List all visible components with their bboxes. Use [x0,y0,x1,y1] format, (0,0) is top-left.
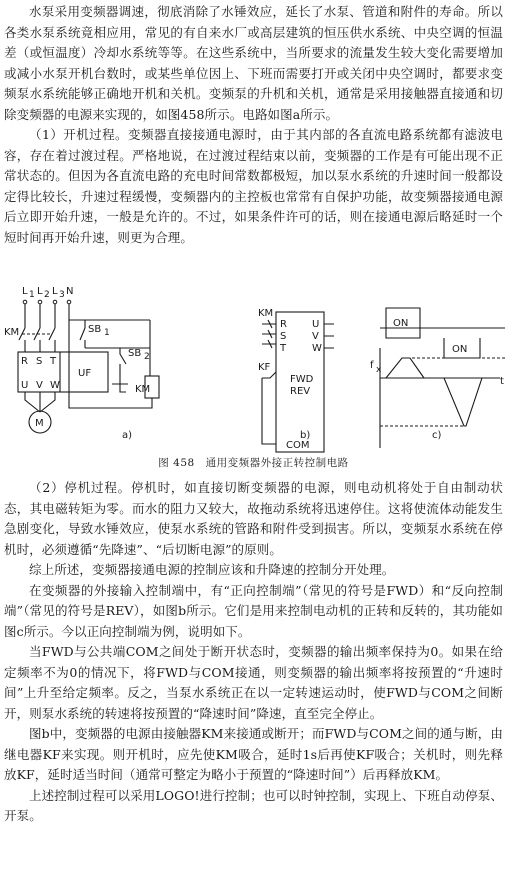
label-ON-1: ON [393,318,409,329]
supply-lines [25,300,69,328]
sb2-contact [120,348,126,370]
terminal-L2 [38,300,42,304]
diagram-b [258,308,334,452]
label-T: T [50,356,57,367]
label-SB1: SB [88,324,102,335]
sub-a: a) [122,430,133,441]
paragraph-fwd-com: 当FWD与公共端COM之间处于断开状态时，变频器的输出频率保持为0。如果在给定频率不为0的情况下，将FWD与COM接通，则变频器的输出频率将按预置的“升速时间”上升至给定频率。反之，当泵水系统正在以一定转速运动时，使FWD与COM之间断开，则泵水系统的转速将按预置的“降速时间”降速，直至完全停止。 [4,644,503,721]
label-KM-coil: KM [135,384,151,395]
figure-458 [0,280,507,470]
paragraph-shutdown: （2）停机过程。停机时，如直接切断变频器的电源，则电动机将处于自由制动状态，其电磁转矩为零。而水的阻力又较大，故拖动系统将迅速停住。这将使流体动能发生急剧变化，导致水锤效应，使泵水系统的管路和附件受到损害。所以，变频泵水系统在停机时，必须遵循“先降速”、“后切断电源”的原则。 [4,480,503,557]
paragraph-figure-b: 图b中，变频器的电源由接触器KM来接通或断开；而FWD与COM之间的通与断，由继电器KF来实现。则开机时，应先使KM吸合，延时1s后再使KF吸合；关机时，则先释放KF，延时适当时间（通常可整定为略小于预置的“降速时间”）后再释放KM。 [4,726,503,782]
sub-c: c) [432,430,442,441]
diagram-c [370,308,505,448]
label-T-b: T [280,343,287,354]
label-V-b: V [312,331,319,342]
motor-leads [25,392,55,412]
label-S-b: S [280,331,287,342]
label-COM: COM [286,440,310,451]
label-S: S [36,356,43,367]
figure-caption: 图 458 通用变频器外接正转控制电路 [158,457,349,469]
label-N: N [66,286,74,297]
label-t: t [500,376,504,387]
kf-contact [262,372,276,444]
vfd-output-lines [324,324,334,348]
label-KF: KF [258,362,271,373]
km-main-contacts [19,328,55,352]
label-L2-sub: 2 [44,290,50,300]
paragraph-intro: 水泵采用变频器调速，彻底消除了水锤效应，延长了水泵、管道和附件的寿命。所以各类水泵系统竟相应用，常见的有自来水厂或高层建筑的恒压供水系统、中央空调的恒温差（或恒温度）冷却水系统等等。在这些系统中，当所要求的流量发生较大变化需要增加或减小水泵开机台数时，或某些单位因上、下班而需要打开或关闭中央空调时，都要求变频泵水系统能够正确地开机和关机。变频泵的升机和关机，通常是采用接触器直接通和切除变频器的电源来实现的，如图458所示。电路如图a所示。 [4,4,503,122]
label-U: U [21,380,29,391]
km-hold-contact [112,370,128,392]
label-R: R [21,356,28,367]
circuit-figure [0,280,507,460]
label-U-b: U [312,319,320,330]
label-UF: UF [78,368,92,379]
label-ON-2: ON [452,344,468,355]
paragraph-control-terminals: 在变频器的外接输入控制端中，有“正向控制端”（常见的符号是FWD）和“反向控制端”（常见的符号是REV），如图b所示。它们是用来控制电动机的正转和反转的，其功能如图c所示。今以正向控制端为例，说明如下。 [4,582,503,639]
forward-ramp [386,358,424,378]
label-SB2: SB [128,348,142,359]
label-FWD: FWD [290,374,314,385]
paragraph-summary: 综上所述，变频器接通电源的控制应该和升降速的控制分开处理。 [29,562,395,577]
label-L1: L [22,286,28,297]
sb1-contact [80,320,85,348]
reverse-ramp [444,378,482,426]
label-L2: L [37,286,43,297]
label-W-b: W [312,343,322,354]
label-L3: L [52,286,58,297]
terminal-L1 [23,300,27,304]
label-REV: REV [290,386,311,397]
label-fx-sub: x [376,365,382,375]
label-M: M [35,418,44,429]
text-block-bottom [4,478,503,827]
uf-box [18,352,108,392]
label-KM-b: KM [258,308,274,319]
paragraph-startup: （1）开机过程。变频器直接接通电源时，由于其内部的各直流电路系统都有滤波电容，存在着过渡过程。严格地说，在过渡过程结束以前，变频器的工作是有可能出现不正常状态的。但因为各直流电路的充电时间常数都极短，加以泵水系统的升速时间一般都设定得比较长，升速过程缓慢，变频器内的主控板也常常有自保护功能，故变频器接通电源后立即开始升速，一般是允许的。不过，如果条件许可的话，则在接通电源后略延时一个短时间再开始升速，则更为合理。 [4,127,503,245]
terminal-N [67,300,71,304]
text-block-top [4,2,503,248]
label-L3-sub: 3 [59,290,65,300]
diagram-a [4,286,159,433]
terminal-L3 [53,300,57,304]
label-KM-main: KM [4,327,20,338]
label-SB1-sub: 1 [104,328,110,338]
sub-b: b) [300,430,311,441]
paragraph-logo: 上述控制过程可以采用LOGO!进行控制；也可以时钟控制，实现上、下班自动停泵、开泵。 [4,787,503,823]
label-V: V [36,380,43,391]
label-R-b: R [280,319,287,330]
label-W: W [50,380,60,391]
label-SB2-sub: 2 [144,352,150,362]
label-fx: f [370,360,374,371]
label-L1-sub: 1 [29,290,35,300]
